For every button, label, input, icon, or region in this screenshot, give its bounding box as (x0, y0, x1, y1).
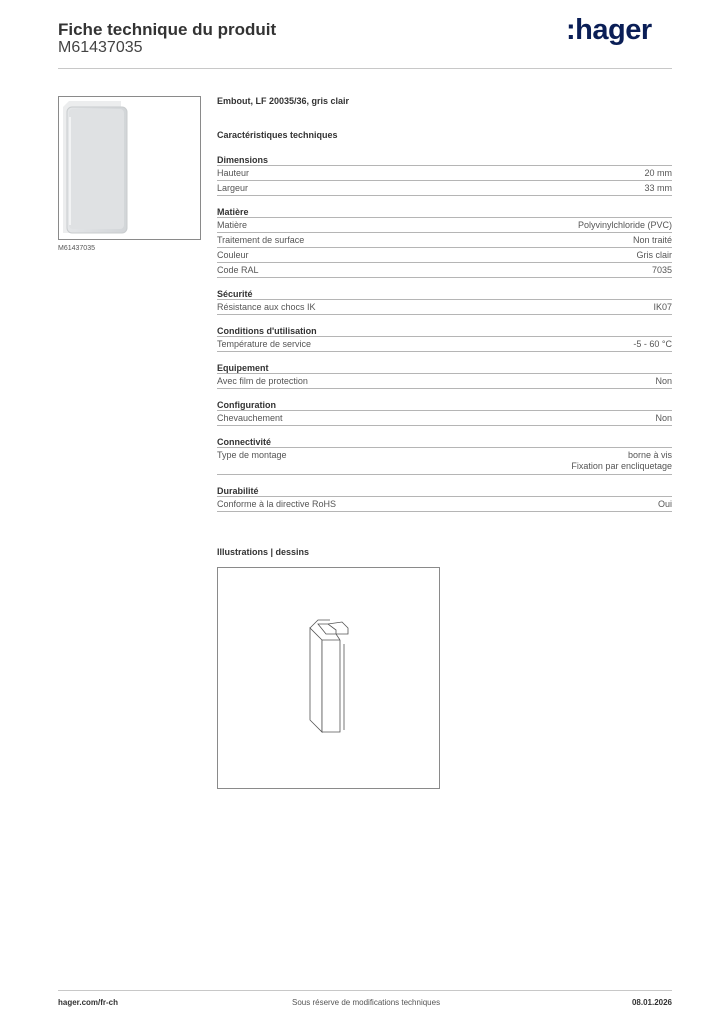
spec-row (217, 374, 672, 389)
spec-row (217, 248, 672, 263)
product-reference: M61437035 (58, 39, 143, 56)
product-photo (58, 96, 201, 240)
spec-label: Hauteur (217, 168, 250, 178)
spec-group-title: Durabilité (217, 485, 672, 497)
spec-value (571, 450, 672, 472)
spec-group-equipment (217, 362, 672, 389)
spec-group-title: Sécurité (217, 288, 672, 300)
spec-row (217, 166, 672, 181)
spec-label: Résistance aux chocs IK (217, 302, 316, 312)
spec-row (217, 337, 672, 352)
spec-row (217, 233, 672, 248)
spec-sheet (217, 96, 672, 512)
end-cap-photo-icon (59, 97, 200, 239)
footer-date: 08.01.2026 (631, 998, 672, 1007)
spec-group-title: Configuration (217, 399, 672, 411)
spec-group-safety (217, 288, 672, 315)
spec-value: Non (655, 413, 672, 423)
spec-label: Couleur (217, 250, 249, 260)
spec-label: Chevauchement (217, 413, 283, 423)
spec-group-title: Matière (217, 206, 672, 218)
spec-group-configuration (217, 399, 672, 426)
spec-row (217, 218, 672, 233)
spec-value: Gris clair (636, 250, 672, 260)
spec-value: -5 - 60 °C (633, 339, 672, 349)
spec-label: Matière (217, 220, 248, 230)
logo-colon-icon: : (566, 14, 576, 46)
spec-row (217, 181, 672, 196)
spec-label: Traitement de surface (217, 235, 305, 245)
spec-group-durability (217, 485, 672, 512)
spec-row (217, 263, 672, 278)
spec-row (217, 411, 672, 426)
spec-group-dimensions (217, 154, 672, 196)
spec-label: Largeur (217, 183, 249, 193)
page-title: Fiche technique du produit (58, 20, 277, 39)
spec-group-connectivity (217, 436, 672, 475)
spec-group-material (217, 206, 672, 278)
end-cap-drawing-icon (218, 568, 439, 788)
spec-value: 7035 (651, 265, 672, 275)
spec-value: Polyvinylchloride (PVC) (577, 220, 672, 230)
spec-value-line: Fixation par encliquetage (571, 461, 672, 471)
spec-group-title: Connectivité (217, 436, 672, 448)
illustration-drawing (217, 567, 440, 789)
spec-label: Type de montage (217, 450, 287, 460)
logo-text: hager (575, 14, 652, 46)
spec-value: Non traité (632, 235, 672, 245)
footer-notice: Sous réserve de modifications techniques (292, 998, 441, 1007)
spec-label: Code RAL (217, 265, 259, 275)
header-divider (58, 68, 672, 69)
spec-value: Non (655, 376, 672, 386)
footer-website: hager.com/fr-ch (58, 998, 119, 1007)
spec-group-title: Conditions d'utilisation (217, 325, 672, 337)
spec-row (217, 497, 672, 512)
product-name: Embout, LF 20035/36, gris clair (217, 96, 350, 106)
spec-row (217, 448, 672, 475)
spec-value: 33 mm (644, 183, 672, 193)
spec-label: Avec film de protection (217, 376, 308, 386)
spec-value: IK07 (653, 302, 672, 312)
illustrations-title: Illustrations | dessins (217, 547, 310, 557)
spec-value: 20 mm (644, 168, 672, 178)
spec-group-title: Dimensions (217, 154, 672, 166)
product-photo-caption: M61437035 (58, 245, 95, 252)
footer-divider (58, 990, 672, 991)
spec-value-line: borne à vis (627, 450, 672, 460)
specs-title: Caractéristiques techniques (217, 130, 338, 140)
spec-label: Température de service (217, 339, 312, 349)
spec-value: Oui (657, 499, 672, 509)
spec-group-title: Equipement (217, 362, 672, 374)
hager-logo (566, 14, 652, 47)
spec-label: Conforme à la directive RoHS (217, 499, 337, 509)
spec-row (217, 300, 672, 315)
spec-group-conditions (217, 325, 672, 352)
